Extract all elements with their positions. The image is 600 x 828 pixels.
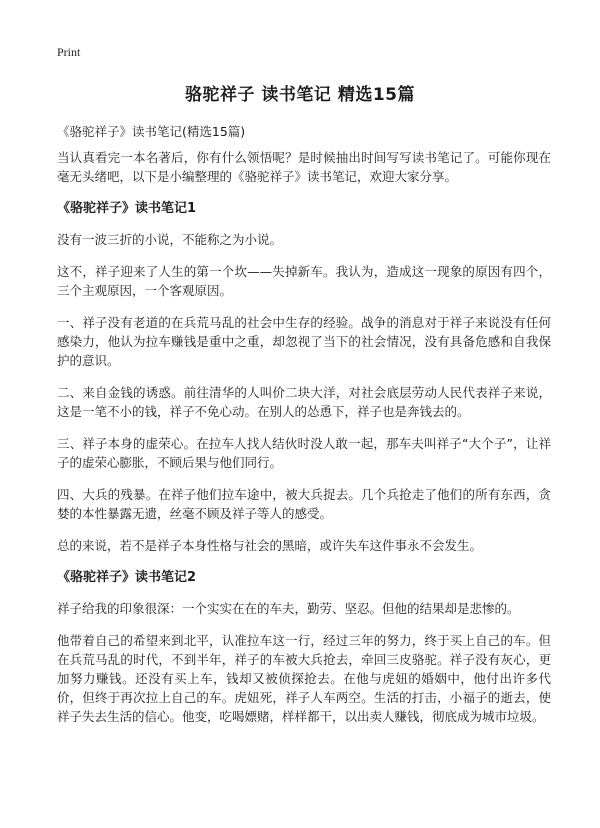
note-1-paragraph: 四、大兵的残暴。在祥子他们拉车途中，被大兵捉去。几个兵抢走了他们的所有东西，贪婪的本性暴露无遗，丝毫不顾及祥子等人的感受。 — [57, 487, 551, 521]
note-1-paragraph: 二、来自金钱的诱惑。前往清华的人叫价二块大洋，对社会底层劳动人民代表祥子来说，这是一笔不小的钱，祥子不免心动。在别人的怂恿下，祥子也是奔钱去的。 — [57, 385, 551, 419]
intro-paragraph: 当认真看完一本名著后，你有什么领悟呢？是时候抽出时间写写读书笔记了。可能你现在毫无头绪吧，以下是小编整理的《骆驼祥子》读书笔记，欢迎大家分享。 — [57, 150, 551, 184]
article-body — [57, 148, 551, 739]
page-title: 骆驼祥子 读书笔记 精选15篇 — [185, 85, 415, 105]
note-2-paragraph: 祥子给我的印象很深：一个实实在在的车夫，勤劳、坚忍。但他的结果却是悲惨的。 — [57, 601, 520, 616]
note-1-paragraph: 总的来说，若不是祥子本身性格与社会的黑暗，或许失车这件事永不会发生。 — [57, 538, 483, 553]
note-heading-2: 《骆驼祥子》读书笔记2 — [57, 570, 197, 585]
note-1-paragraph: 三、祥子本身的虚荣心。在拉车人找人结伙时没人敢一起，那车夫叫祥子“大个子”，让祥子的虚荣心膨胀，不顾后果与他们同行。 — [57, 436, 551, 470]
note-2-paragraph: 他带着自己的希望来到北平，认准拉车这一行，经过三年的努力，终于买上自己的车。但在兵荒马乱的时代，不到半年，祥子的车被大兵抢去，牵回三皮骆驼。祥子没有灰心，更加努力赚钱。还没有买上车，钱却又被侦探抢去。在他与虎妞的婚姻中，他付出许多代价，但终于再次拉上自己的车。虎妞死，祥子人车两空。生活的打击，小福子的逝去，使祥子失去生活的信心。他变，吃喝嫖赌，样样都干，以出卖人赚钱，彻底成为城市垃圾。 — [57, 633, 551, 724]
note-1-paragraph: 这不，祥子迎来了人生的第一个坎——失掉新车。我认为，造成这一现象的原因有四个，三个主观原因，一个客观原因。 — [57, 264, 551, 298]
note-1-paragraph: 一、祥子没有老道的在兵荒马乱的社会中生存的经验。战争的消息对于祥子来说没有任何感染力，他认为拉车赚钱是重中之重，却忽视了当下的社会情况，没有具备危感和自我保护的意识。 — [57, 315, 551, 368]
note-1-paragraph: 没有一波三折的小说，不能称之为小说。 — [57, 232, 283, 247]
print-label: Print — [57, 45, 81, 59]
note-heading-1: 《骆驼祥子》读书笔记1 — [57, 201, 197, 216]
page-subtitle: 《骆驼祥子》读书笔记(精选15篇) — [57, 124, 246, 139]
